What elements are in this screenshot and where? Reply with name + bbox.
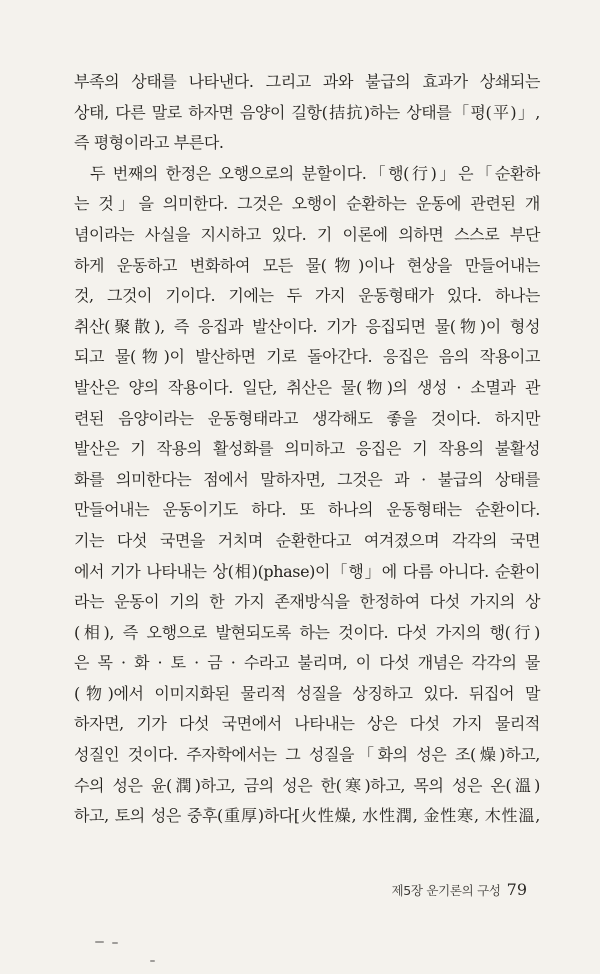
text-line: 기는 다섯 국면을 거치며 순환한다고 여겨졌으며 각각의 국면 <box>74 530 540 550</box>
scan-mark <box>150 960 155 962</box>
text-line: 발산은 기 작용의 활성화를 의미하고 응집은 기 작용의 불활성 <box>74 439 540 459</box>
text-line: (物)에서 이미지화된 물리적 성질을 상징하고 있다. 뒤집어 말 <box>74 683 540 703</box>
text-line: 상태, 다른 말로 하자면 음양이 길항(拮抗)하는 상태를「평(平)」, <box>74 102 540 122</box>
text-line: 만들어내는 운동이기도 하다. 또 하나의 운동형태는 순환이다. <box>74 500 540 520</box>
text-line: 발산은 양의 작용이다. 일단, 취산은 물(物)의 생성 · 소멸과 관 <box>74 377 540 397</box>
scan-mark <box>112 942 118 944</box>
page-number: 79 <box>506 880 527 899</box>
text-line: 두 번째의 한정은 오행으로의 분할이다.「행(行)」은「순환하 <box>90 163 540 183</box>
text-line: 성질인 것이다. 주자학에서는 그 성질을「화의 성은 조(燥)하고, <box>74 745 540 765</box>
text-line: 련된 음양이라는 운동형태라고 생각해도 좋을 것이다. 하지만 <box>74 408 540 428</box>
text-line: 라는 운동이 기의 한 가지 존재방식을 한정하여 다섯 가지의 상 <box>74 592 540 612</box>
text-line: 부족의 상태를 나타낸다. 그리고 과와 불급의 효과가 상쇄되는 <box>74 72 540 91</box>
page-footer <box>391 880 527 899</box>
text-line: 즉 평형이라고 부른다. <box>74 133 224 153</box>
text-line: 취산(聚散), 즉 응집과 발산이다. 기가 응집되면 물(物)이 형성 <box>74 316 540 336</box>
text-line: 되고 물(物)이 발산하면 기로 돌아간다. 응집은 음의 작용이고 <box>74 347 540 367</box>
text-line: 하고, 토의 성은 중후(重厚)하다[火性燥, 水性潤, 金性寒, 木性溫, <box>74 806 540 826</box>
chapter-title: 제5장 운기론의 구성 <box>391 883 501 898</box>
text-line: 수의 성은 윤(潤)하고, 금의 성은 한(寒)하고, 목의 성은 온(溫) <box>74 775 540 795</box>
text-line: 화를 의미한다는 점에서 말하자면, 그것은 과 · 불급의 상태를 <box>74 469 540 489</box>
text-line: 하자면, 기가 다섯 국면에서 나타내는 상은 다섯 가지 물리적 <box>74 714 540 734</box>
text-line: (相), 즉 오행으로 발현되도록 하는 것이다. 다섯 가지의 행(行) <box>74 622 540 642</box>
scan-mark <box>95 941 104 943</box>
text-line: 념이라는 사실을 지시하고 있다. 기 이론에 의하면 스스로 부단 <box>74 224 540 244</box>
text-line: 은 목 · 화 · 토 · 금 · 수라고 불리며, 이 다섯 개념은 각각의 물 <box>74 653 540 673</box>
body-text <box>74 67 540 832</box>
text-line: 에서 기가 나타내는 상(相)(phase)이「행」에 다름 아니다. 순환이 <box>74 561 540 581</box>
text-line: 것, 그것이 기이다. 기에는 두 가지 운동형태가 있다. 하나는 <box>74 286 540 306</box>
text-line: 하게 운동하고 변화하여 모든 물(物)이나 현상을 만들어내는 <box>74 255 540 275</box>
text-line: 는 것」을 의미한다. 그것은 오행이 순환하는 운동에 관련된 개 <box>74 194 540 214</box>
